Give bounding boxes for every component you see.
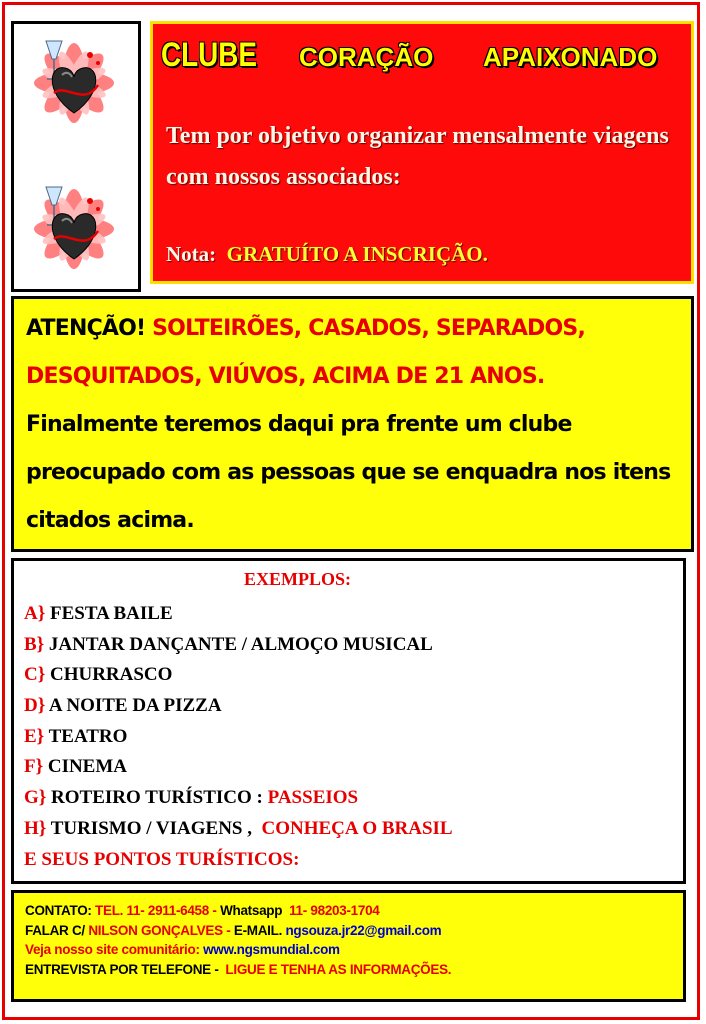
item-letter: C}: [24, 664, 46, 686]
note-value: GRATUÍTO A INSCRIÇÃO.: [226, 242, 488, 266]
item-text: A NOITE DA PIZZA: [48, 695, 222, 717]
item-text: CINEMA: [47, 756, 128, 778]
interview-label: ENTREVISTA POR TELEFONE -: [25, 961, 219, 977]
examples-list: [24, 599, 453, 875]
item-text: FESTA BAILE: [49, 603, 173, 624]
attention-panel: [11, 296, 694, 552]
item-text: ROTEIRO TURÍSTICO :: [51, 787, 263, 809]
item-letter: B}: [24, 633, 45, 655]
whatsapp-number: 11- 98203-1704: [289, 903, 380, 918]
talk-to-label: FALAR C/: [25, 922, 85, 938]
final-line: E SEUS PONTOS TURÍSTICOS:: [24, 848, 300, 870]
item-text: TEATRO: [48, 725, 128, 747]
item-letter: E}: [24, 725, 45, 747]
title-word-coracao: CORAÇÃO: [299, 42, 434, 72]
note-label: Nota:: [166, 242, 217, 266]
contact-info: [25, 901, 451, 979]
list-item: [24, 722, 453, 753]
contact-name: NILSON GONÇALVES -: [88, 922, 231, 938]
club-description: Tem por objetivo organizar mensalmente viagens com nossos associados:: [166, 123, 669, 190]
list-item: [24, 691, 453, 722]
item-letter: H}: [24, 817, 47, 839]
heart-bouquet-icon: [32, 33, 116, 127]
site-link[interactable]: www.ngsmundial.com: [203, 942, 340, 957]
site-label: Veja nosso site comunitário:: [25, 942, 200, 957]
item-letter: F}: [24, 756, 44, 778]
hearts-panel: [11, 21, 141, 292]
contact-line-interview: [25, 960, 451, 980]
list-item: [24, 660, 453, 691]
examples-panel: [11, 558, 686, 884]
attention-audience: SOLTEIRÕES, CASADOS, SEPARADOS, DESQUITADOS, VIÚVOS, ACIMA DE 21 ANOS.: [26, 316, 586, 389]
heart-bouquet-icon: [32, 179, 116, 273]
list-item: [24, 599, 453, 630]
club-title: [161, 36, 691, 75]
contact-line-name: [25, 921, 451, 941]
title-word-clube: CLUBE: [161, 36, 258, 74]
interview-text: LIGUE E TENHA AS INFORMAÇÕES.: [225, 961, 452, 977]
attention-text: [26, 305, 686, 545]
item-text: JANTAR DANÇANTE / ALMOÇO MUSICAL: [48, 633, 433, 655]
email-label: E-MAIL.: [233, 922, 283, 938]
examples-title: EXEMPLOS:: [244, 569, 352, 589]
phone-number: TEL. 11- 2911-6458 -: [95, 903, 217, 918]
contact-label: CONTATO:: [25, 903, 92, 918]
whatsapp-label: Whatsapp: [220, 903, 283, 918]
contact-line-phone: [25, 901, 451, 921]
title-word-apaixonado: APAIXONADO: [483, 42, 658, 72]
contact-line-site: [25, 940, 451, 960]
registration-note: [166, 242, 488, 267]
list-item: [24, 783, 453, 814]
item-extra: CONHEÇA O BRASIL: [261, 817, 453, 839]
list-item: [24, 630, 453, 661]
list-item: [24, 752, 453, 783]
list-item: [24, 814, 453, 845]
item-text: CHURRASCO: [49, 664, 173, 686]
item-letter: A}: [24, 603, 46, 624]
item-letter: G}: [24, 787, 47, 809]
attention-message: Finalmente teremos daqui pra frente um clube preocupado com as pessoas que se enquadra nos itens citados acima.: [26, 412, 671, 533]
item-extra: PASSEIOS: [267, 787, 359, 809]
email-address[interactable]: ngsouza.jr22@gmail.com: [285, 922, 442, 938]
contact-panel: [11, 890, 686, 1002]
item-letter: D}: [24, 695, 46, 717]
list-item-final: [24, 845, 453, 876]
item-text: TURISMO / VIAGENS ,: [50, 817, 252, 839]
header-panel: [150, 21, 694, 284]
attention-lead: ATENÇÃO!: [26, 316, 146, 341]
